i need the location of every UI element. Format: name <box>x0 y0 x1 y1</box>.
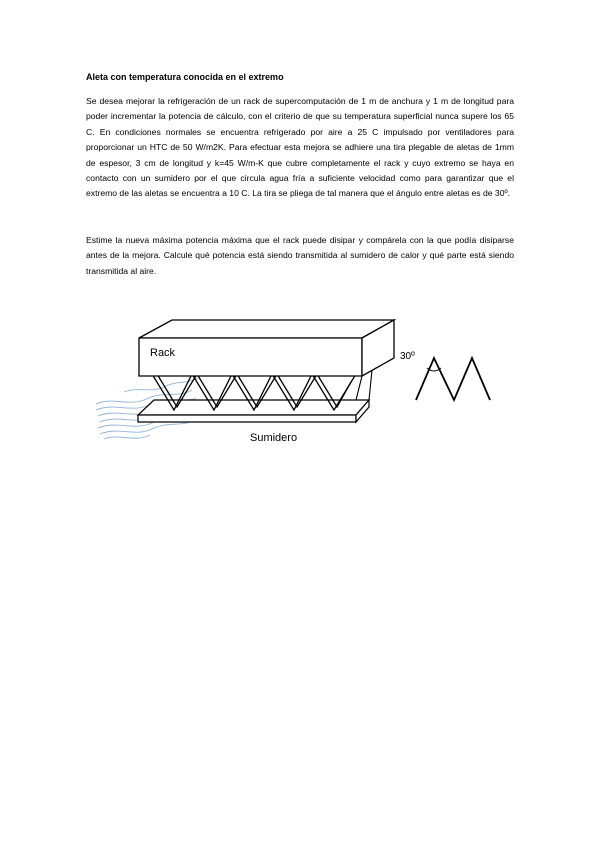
problem-statement: Se desea mejorar la refrigeración de un rack de supercomputación de 1 m de anchura y 1 m de longitud para poder incrementar la potencia de cálculo, con el criterio de que su temperatura superficial nunca supere los 65 C. En condiciones normales se encuentra refrigerado por aire a 25 C impulsado por ventiladores para proporcionar un HTC de 50 W/m2K. Para efectuar esta mejora se adhiere una tira plegable de aletas de 1mm de espesor, 3 cm de longitud y k=45 W/m-K que cubre completamente el rack y cuyo extremo se haya en contacto con un sumidero por el que circula agua fría a suficiente velocidad como para garantizar que el extremo de las aletas se encuentra a 10 C. La tira se pliega de tal manera que el ángulo entre aletas es de 30º. <box>86 96 514 199</box>
problem-title: Aleta con temperatura conocida en el extremo <box>86 72 284 82</box>
angle-label: 30º <box>400 351 415 362</box>
sink-label: Sumidero <box>250 432 298 444</box>
problem-question: Estime la nueva máxima potencia máxima que el rack puede disipar y compárela con la que podía disiparse antes de la mejora. Calcule qué potencia está siendo transmitida al sumidero de calor y qué parte está siendo transmitida al aire. <box>86 235 514 276</box>
fin-angle-detail <box>416 358 490 400</box>
rack-box <box>139 320 394 376</box>
rack-label: Rack <box>150 347 176 359</box>
rack-fin-diagram <box>94 312 524 452</box>
